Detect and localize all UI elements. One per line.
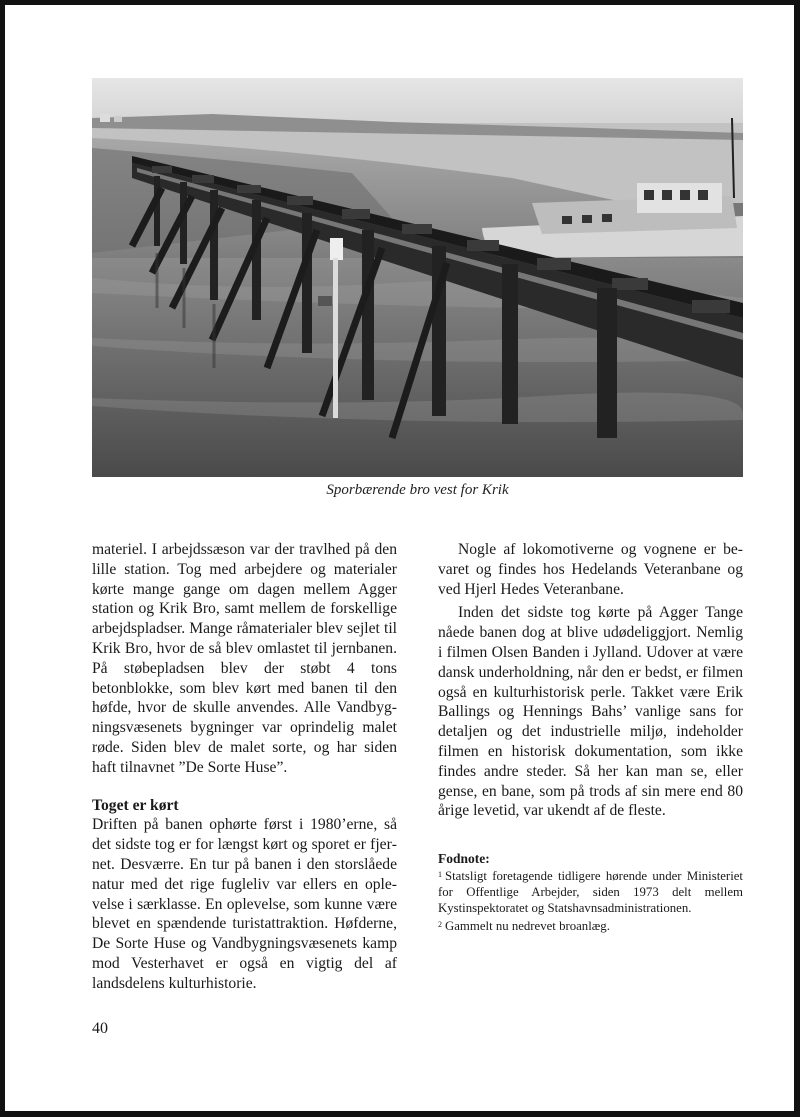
right-column [438, 540, 743, 934]
footnote-item [438, 868, 743, 916]
photo-caption: Sporbærende bro vest for Krik [326, 482, 509, 498]
footnote-marker: 2 [438, 920, 442, 930]
bridge-photo [92, 78, 743, 477]
section-heading: Toget er kørt [92, 796, 179, 814]
footnotes [438, 851, 743, 934]
body-paragraph: materiel. I arbejdssæson var der travlhed på den lille station. Tog med arbejdere og materialer kørte mange gange om dagen mellem Agger station og Krik Bro, samt mellem de forskellige arbejdspladser. Mange råmaterialer blev sejlet til Krik Bro, hvor de så blev omlastet til jernbanen. På støbepladsen blev der støbt 4 tons betonblokke, som blev kørt med banen til den høfde, hvor de skulle anvendes. Alle Vandbygningsvæsenets bygninger var oprindelig malet røde. Siden blev de malet sorte, og har siden haft tilnavnet ”De Sorte Huse”. [92, 541, 397, 776]
left-column [92, 540, 397, 994]
body-paragraph: Driften på banen ophørte først i 1980’erne, så det sidste tog er for længst kørt og sporet er fjernet. Desværre. En tur på banen i den storslåede natur med det rige fugleliv var ellers en oplevelse i særklasse. En oplevelse, som kunne være blevet en spændende turistattraktion. Høfderne, De Sorte Huse og Vandbygningsvæsenets kamp mod Vesterhavet er også en vigtig del af landsdelens kulturhistorie. [92, 816, 397, 992]
footnote-item [438, 918, 743, 934]
footnote-marker: 1 [438, 870, 442, 880]
footnote-heading: Fodnote: [438, 851, 490, 867]
footnote-text: Gammelt nu nedrevet broanlæg. [445, 919, 610, 934]
page-number: 40 [92, 1020, 108, 1037]
body-paragraph: Nogle af lokomotiverne og vognene er bevaret og findes hos Hedelands Veteranbane og ved Hjerl Hedes Veteranbane. [438, 541, 743, 598]
footnote-text: Statsligt foretagende tidligere hørende under Ministeriet for Offentlige Arbejder, siden 1973 delt mellem Kystinspektoratet og Statshavnsadministrationen. [438, 869, 743, 916]
body-paragraph: Inden det sidste tog kørte på Agger Tange nåede banen dog at blive udødeliggjort. Nemlig i filmen Olsen Banden i Jylland. Udover at være dansk underholdning, når den er bedst, er filmen også en kulturhistorisk perle. Takket være Erik Ballings og Hennings Bahs’ vanlige sans for detaljen og det industrielle miljø, indeholder filmen en historisk dokumentation, som ikke findes andre steder. Så her kan man se, eller gense, en bane, som på trods af sin mere end 80 årige levetid, var ukendt af de fleste. [438, 604, 743, 820]
